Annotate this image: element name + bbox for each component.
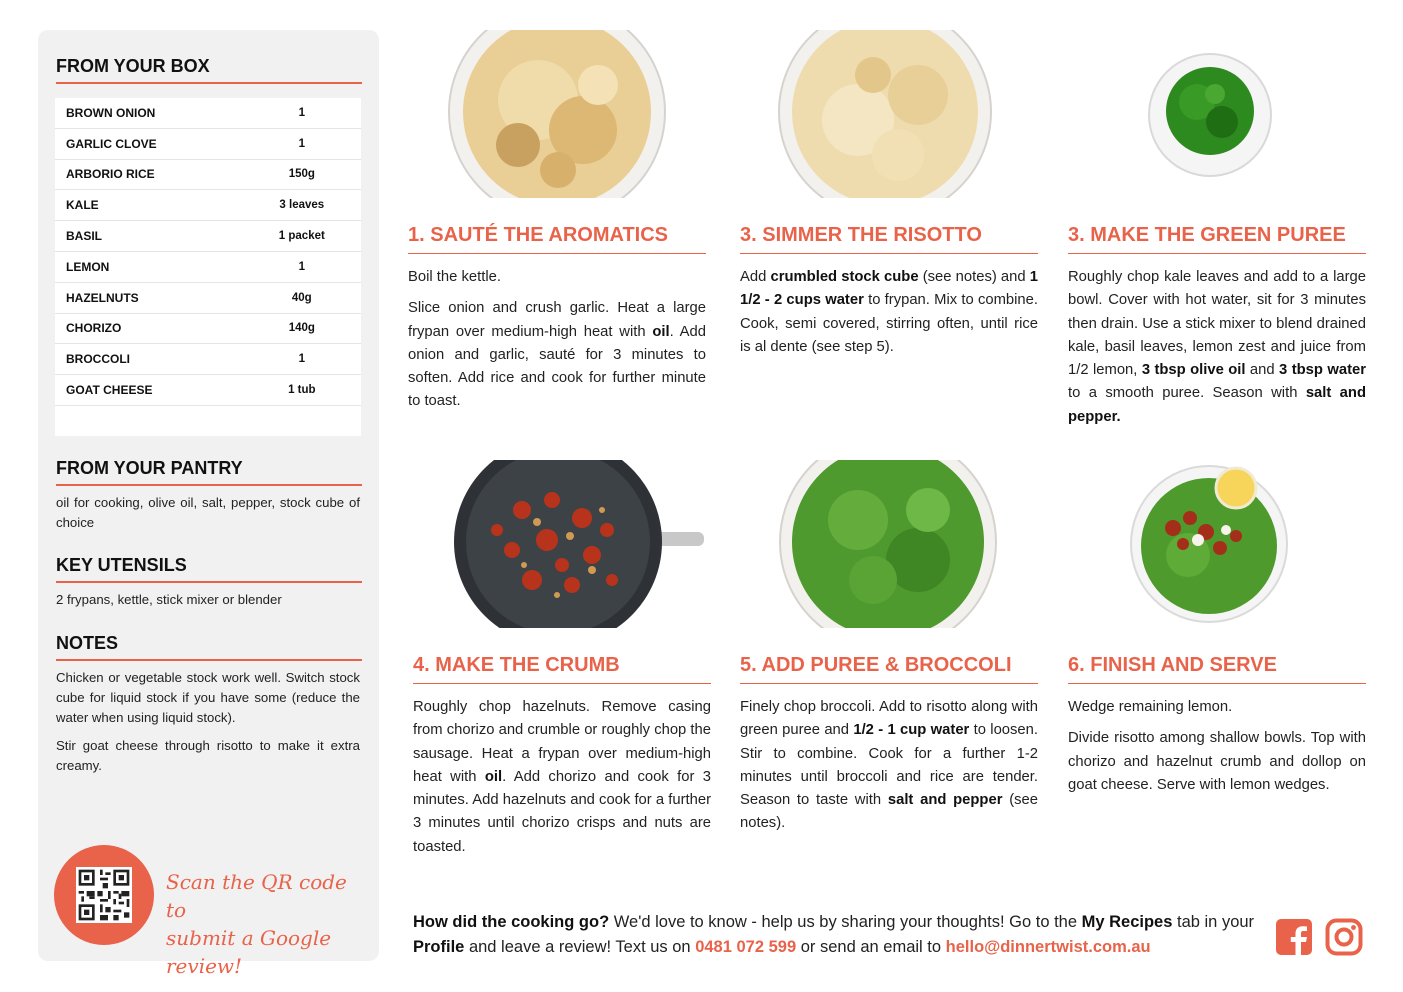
step-2-body [740, 266, 1038, 367]
step-5-text: to loosen. Stir to combine. Cook for a further 1-2 minutes until broccoli and rice are tender. Season to taste with [740, 722, 1039, 809]
ingredient-qty: 140g [288, 322, 315, 335]
table-row [55, 221, 361, 252]
finish-serve-image [1128, 460, 1290, 624]
ingredients-table [55, 98, 361, 436]
step-1-body [408, 266, 706, 422]
ingredient-qty: 1 tub [288, 384, 316, 397]
step-2-paragraph [740, 266, 1038, 359]
from-your-pantry-heading: FROM YOUR PANTRY [56, 458, 362, 486]
ingredient-qty: 1 [298, 137, 305, 150]
step-3-paragraph [1068, 266, 1366, 429]
ingredient-name: LEMON [66, 259, 110, 274]
step-5-bold: salt and pepper [887, 792, 1003, 809]
footer-question: How did the cooking go? [413, 913, 610, 931]
ingredient-qty: 150g [288, 168, 315, 181]
step-5-text: (see notes). [740, 792, 1038, 832]
step-5-bold: 1/2 - 1 cup water [853, 722, 970, 739]
footer-text: or send an email to [796, 938, 946, 956]
step-1-paragraph-2 [408, 297, 706, 413]
add-puree-broccoli-image [778, 460, 998, 628]
ingredient-qty: 3 leaves [279, 199, 325, 212]
ingredient-qty: 1 packet [278, 230, 325, 243]
qr-caption [166, 868, 366, 980]
table-row [55, 129, 361, 160]
ingredient-qty: 40g [291, 291, 312, 304]
step-5-body [740, 696, 1038, 844]
footer-text: tab in your [1172, 913, 1255, 931]
ingredient-qty: 1 [298, 106, 305, 119]
step-6-paragraph-2: Divide risotto among shallow bowls. Top with chorizo and hazelnut crumb and dollop on goat cheese. Serve with lemon wedges. [1068, 730, 1366, 793]
notes-paragraph-2: Stir goat cheese through risotto to make it extra creamy. [56, 738, 360, 773]
qr-caption-line-1: Scan the QR code to [166, 870, 347, 922]
step-3-text: and [1245, 362, 1280, 379]
ingredient-name: CHORIZO [66, 321, 122, 336]
from-your-box-heading: FROM YOUR BOX [56, 56, 362, 84]
footer-text: and leave a review! Text us on [464, 938, 696, 956]
green-puree-image [1147, 52, 1273, 178]
step-1-text: . Add onion and garlic, sauté for 3 minutes to soften. Add rice and cook for further minute to toast. [408, 323, 707, 410]
utensils-text: 2 frypans, kettle, stick mixer or blender [56, 592, 282, 607]
table-row [55, 375, 361, 406]
ingredient-qty: 1 [298, 353, 305, 366]
step-2-text: to frypan. Mix to combine. Cook, semi covered, stirring often, until rice is al dente (see step 5). [740, 292, 1038, 355]
review-footer [413, 910, 1263, 960]
simmer-risotto-image [778, 30, 992, 198]
ingredient-name: BASIL [66, 229, 102, 244]
notes-paragraph-1: Chicken or vegetable stock work well. Switch stock cube for liquid stock if you have some (reduce the water when using liquid stock). [56, 670, 360, 725]
step-1-paragraph-1: Boil the kettle. [408, 269, 501, 285]
table-row [55, 314, 361, 345]
table-row [55, 160, 361, 191]
notes-heading: NOTES [56, 633, 362, 661]
step-3-title: 3. MAKE THE GREEN PUREE [1068, 224, 1366, 254]
ingredient-qty: 1 [298, 260, 305, 273]
step-2-bold: 1 1/2 - 2 cups water [740, 269, 1038, 309]
step-5-title: 5. ADD PUREE & BROCCOLI [740, 654, 1038, 684]
qr-code-icon[interactable] [76, 867, 132, 923]
step-3-body [1068, 266, 1366, 437]
table-row [55, 98, 361, 129]
table-row [55, 252, 361, 283]
ingredient-name: KALE [66, 198, 99, 213]
my-recipes-label: My Recipes [1081, 913, 1173, 931]
table-row [55, 283, 361, 314]
ingredient-name: BROCCOLI [66, 352, 130, 367]
saute-aromatics-image [448, 30, 666, 198]
table-row [55, 344, 361, 375]
step-5-paragraph [740, 696, 1038, 836]
ingredient-name: GOAT CHEESE [66, 383, 153, 398]
step-6-title: 6. FINISH AND SERVE [1068, 654, 1366, 684]
phone-link[interactable]: 0481 072 599 [695, 938, 797, 956]
step-4-bold: oil [484, 768, 503, 785]
step-3-text: Roughly chop kale leaves and add to a large bowl. Cover with hot water, sit for 3 minutes then drain. Use a stick mixer to blend drained kale, basil leaves, lemon zest and juice from 1/2 lemon, [1068, 269, 1366, 379]
ingredient-name: ARBORIO RICE [66, 167, 155, 182]
step-1-title: 1. SAUTÉ THE AROMATICS [408, 224, 706, 254]
ingredient-name: GARLIC CLOVE [66, 136, 157, 151]
step-2-text: Add [740, 269, 771, 285]
facebook-icon[interactable] [1275, 918, 1313, 956]
step-4-paragraph [413, 696, 711, 859]
step-2-bold: crumbled stock cube [770, 269, 919, 285]
step-1-text: Slice onion and crush garlic. Heat a large frypan over medium-high heat with [408, 300, 706, 340]
step-4-body [413, 696, 711, 867]
step-3-bold: salt and pepper. [1068, 385, 1366, 425]
step-6-paragraph-1: Wedge remaining lemon. [1068, 699, 1233, 715]
step-5-text: Finely chop broccoli. Add to risotto along with green puree and [740, 699, 1038, 739]
qr-caption-line-2: submit a Google review! [166, 926, 332, 978]
step-2-text: (see notes) and [918, 269, 1030, 285]
sidebar [38, 30, 379, 978]
step-2-title: 3. SIMMER THE RISOTTO [740, 224, 1038, 254]
step-3-text: to a smooth puree. Season with [1068, 385, 1306, 402]
step-4-title: 4. MAKE THE CRUMB [413, 654, 711, 684]
ingredient-name: HAZELNUTS [66, 290, 139, 305]
step-4-text: Roughly chop hazelnuts. Remove casing from chorizo and crumble or roughly chop the sausage. Heat a frypan over medium-high heat with [413, 699, 711, 785]
profile-label: Profile [413, 938, 465, 956]
make-crumb-image [452, 460, 704, 628]
table-row [55, 190, 361, 221]
step-3-bold: 3 tbsp water [1279, 362, 1366, 379]
key-utensils-heading: KEY UTENSILS [56, 555, 362, 583]
ingredient-name: BROWN ONION [66, 105, 156, 120]
instagram-icon[interactable] [1325, 918, 1363, 956]
email-link[interactable]: hello@dinnertwist.com.au [945, 938, 1151, 956]
step-4-text: . Add chorizo and cook for 3 minutes. Add hazelnuts and cook for a further 3 minutes until chorizo crisps and nuts are toasted. [413, 768, 711, 855]
step-3-bold: 3 tbsp olive oil [1141, 362, 1246, 379]
qr-badge[interactable] [54, 845, 154, 945]
step-6-body [1068, 696, 1366, 805]
pantry-text: oil for cooking, olive oil, salt, pepper, stock cube of choice [56, 495, 360, 530]
footer-text: We'd love to know - help us by sharing your thoughts! Go to the [609, 913, 1082, 931]
step-1-bold: oil [652, 323, 670, 340]
